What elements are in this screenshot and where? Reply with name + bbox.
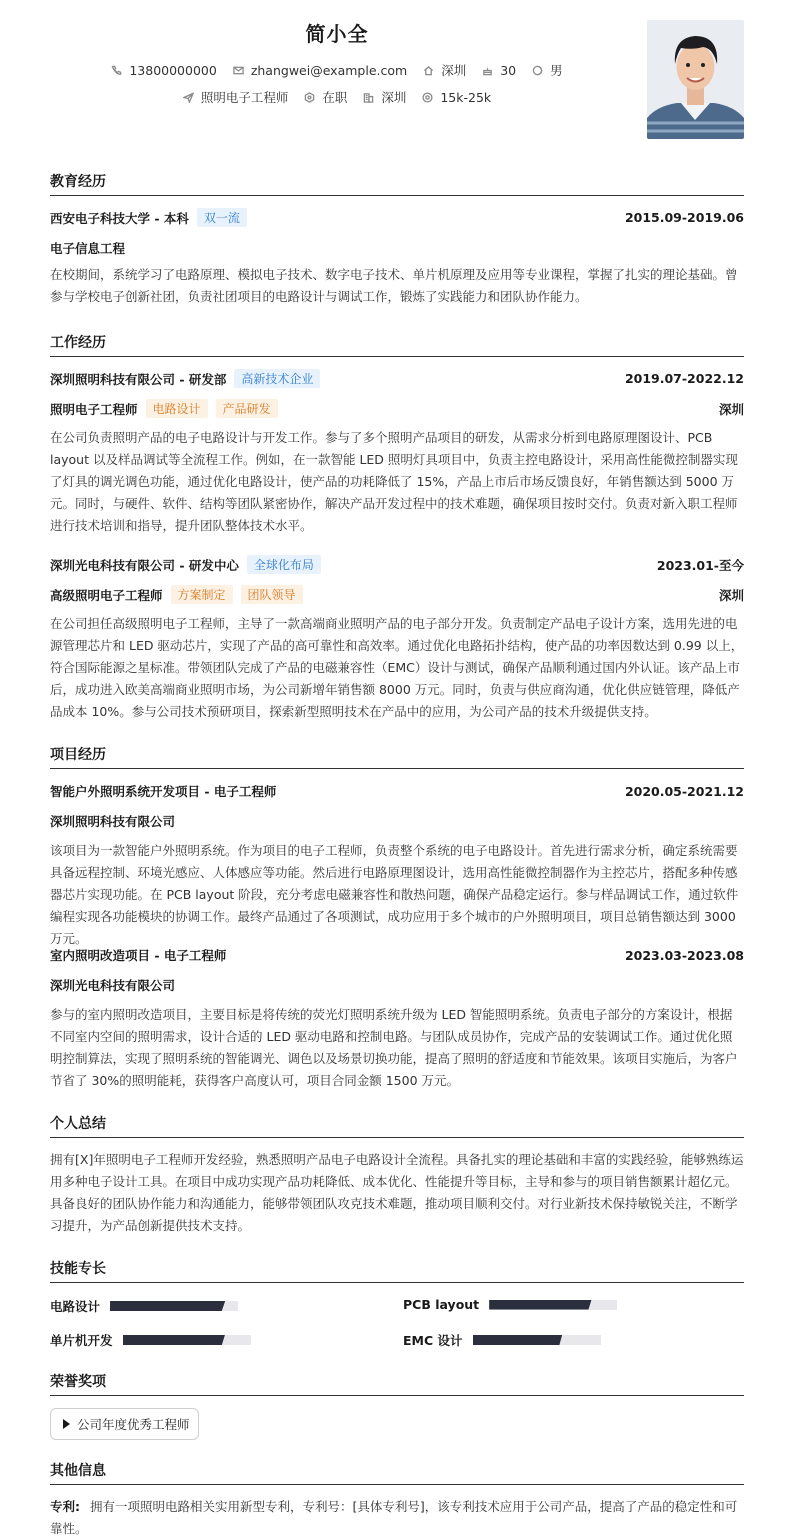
award-item[interactable] <box>50 1408 199 1440</box>
work-2-company: 深圳光电科技有限公司 - 研发中心 <box>50 557 239 573</box>
work-2-role: 高级照明电子工程师 <box>50 587 163 603</box>
contact-row <box>50 61 624 79</box>
status-icon <box>304 92 315 103</box>
school-name: 西安电子科技大学 - 本科 <box>50 210 189 226</box>
work-1-role-line <box>50 399 744 418</box>
skill-bar-fill <box>489 1300 591 1310</box>
project-2-date: 2023.03-2023.08 <box>624 947 744 963</box>
project-1-header <box>50 782 744 800</box>
project-1-company: 深圳照明科技有限公司 <box>50 814 176 829</box>
skill-bar-fill <box>123 1335 225 1345</box>
phone-text: 13800000000 <box>129 62 217 78</box>
job-intent-row <box>50 88 624 106</box>
projects-section-title: 项目经历 <box>50 744 744 769</box>
project-1-date: 2020.05-2021.12 <box>624 783 744 799</box>
work-2-role-line <box>50 585 744 604</box>
skill-item <box>403 1331 601 1349</box>
target-city-item <box>363 88 406 106</box>
work-2-skill-tag: 方案制定 <box>171 585 233 604</box>
patent-text: 拥有一项照明电路相关实用新型专利，专利号：[具体专利号]，该专利技术应用于公司产品，提高了产品的稳定性和可靠性。 <box>50 1499 738 1536</box>
work-1-company-tag: 高新技术企业 <box>234 369 320 388</box>
cake-icon <box>482 65 493 76</box>
avatar-illustration <box>647 20 744 139</box>
major: 电子信息工程 <box>50 241 126 256</box>
play-icon <box>63 1419 70 1429</box>
send-icon <box>183 92 194 103</box>
profile-photo <box>647 20 744 139</box>
skill-item <box>403 1297 617 1312</box>
target-city-text: 深圳 <box>381 90 407 105</box>
gender-icon <box>532 65 543 76</box>
work-1-skill-tag: 电路设计 <box>146 399 208 418</box>
patent-label: 专利: <box>50 1499 80 1514</box>
phone-icon <box>111 65 122 76</box>
age-item <box>482 63 516 78</box>
work-2-header <box>50 555 744 574</box>
gender-text: 男 <box>550 63 563 78</box>
work-2-city: 深圳 <box>718 587 744 603</box>
skill-bar <box>110 1301 238 1311</box>
work-1-date: 2019.07-2022.12 <box>624 371 744 386</box>
project-2-description: 参与的室内照明改造项目，主要目标是将传统的荧光灯照明系统升级为 LED 智能照明系统。负责电子部分的方案设计，根据不同室内空间的照明需求，设计合适的 LED 驱动电路和控制电路。与团队成员协作，完成产品的安装调试工作。通过优化照明控制算法，实现了照明系统的智能调光、调色以及场景切换功能，提高了照明的舒适度和节能效果。该项目实施后，为客户节省了 30%的照明能耗，获得客户高度认可，项目合同金额 1500 万元。 <box>50 1007 738 1088</box>
project-2-company-line <box>50 976 744 994</box>
education-date: 2015.09-2019.06 <box>624 210 744 225</box>
work-2-description: 在公司担任高级照明电子工程师，主导了一款高端商业照明产品的电子部分开发。负责制定产品电子设计方案，选用先进的电源管理芯片和 LED 驱动芯片，实现了产品的高可靠性和高效率。通过优化电路拓扑结构，使产品的功率因数达到 0.99 以上，符合国际能源之星标准。带领团队完成了产品的电磁兼容性（EMC）设计与测试，确保产品顺利通过国内外认证。该产品上市后，成功进入欧美高端商业照明市场，为公司新增年销售额 8000 万元。同时，负责与供应商沟通，优化供应链管理，降低产品成本 10%。参与公司技术预研项目，探索新型照明技术在产品中的应用，为公司产品的技术升级提供支持。 <box>50 616 744 719</box>
other-section-title: 其他信息 <box>50 1460 744 1485</box>
salary-icon <box>422 92 433 103</box>
school-tag: 双一流 <box>197 208 247 227</box>
skill-bar-fill <box>110 1301 225 1311</box>
skill-name: 单片机开发 <box>50 1333 113 1348</box>
awards-section-title: 荣誉奖项 <box>50 1371 744 1396</box>
work-1-role: 照明电子工程师 <box>50 401 138 417</box>
work-1-description: 在公司负责照明产品的电子电路设计与开发工作。参与了多个照明产品项目的研发，从需求分析到电路原理图设计、PCB layout 以及样品调试等全流程工作。例如，在一款智能 LED 照明灯具项目中，负责主控电路设计，采用高性能微控制器实现了灯具的调光调色功能，通过优化电路设计，使产品的功耗降低了 15%，产品上市后市场反馈良好，年销售额达到 5000 万元。同时，与硬件、软件、结构等团队紧密协作，解决产品开发过程中的技术难题，确保项目按时交付。负责对新入职工程师进行技术培训和指导，提升团队整体技术水平。 <box>50 430 738 533</box>
location-text: 深圳 <box>441 63 467 78</box>
email-item <box>233 63 407 78</box>
skill-name: EMC 设计 <box>403 1333 463 1348</box>
project-1-description: 该项目为一款智能户外照明系统。作为项目的电子工程师，负责整个系统的电子电路设计。首先进行需求分析，确定系统需要具备远程控制、环境光感应、人体感应等功能。然后进行电路原理图设计，选用高性能微控制器作为主控芯片，搭配多种传感器芯片实现功能。在 PCB layout 阶段，充分考虑电磁兼容性和散热问题，确保产品稳定运行。参与样品调试工作，通过软件编程实现各功能模块的协调工作。最终产品通过了各项测试，成功应用于多个城市的户外照明项目，项目总销售额达到 3000 万元。 <box>50 843 739 946</box>
gender-item <box>532 61 563 79</box>
work-1-header <box>50 369 744 388</box>
skill-item <box>50 1297 238 1315</box>
work-2-date: 2023.01-至今 <box>656 557 744 573</box>
education-section-title: 教育经历 <box>50 171 744 196</box>
skill-bar <box>473 1335 601 1345</box>
work-1-city: 深圳 <box>718 401 744 417</box>
work-1-company: 深圳照明科技有限公司 - 研发部 <box>50 371 227 387</box>
project-1-title: 智能户外照明系统开发项目 - 电子工程师 <box>50 784 277 799</box>
education-header <box>50 208 744 227</box>
education-description: 在校期间，系统学习了电路原理、模拟电子技术、数字电子技术、单片机原理及应用等专业课程，掌握了扎实的理论基础。曾参与学校电子创新社团，负责社团项目的电路设计与调试工作，锻炼了实践能力和团队协作能力。 <box>50 267 738 304</box>
project-1-company-line <box>50 812 744 830</box>
skills-section-title: 技能专长 <box>50 1258 744 1283</box>
work-2-skill-tag: 团队领导 <box>241 585 303 604</box>
salary-item <box>422 90 491 105</box>
skill-bar-fill <box>473 1335 563 1345</box>
status-item <box>304 88 347 106</box>
home-icon <box>423 65 434 76</box>
phone-item <box>111 63 216 78</box>
work-1-skill-tag: 产品研发 <box>216 399 278 418</box>
work-section-title: 工作经历 <box>50 332 744 357</box>
summary-text: 拥有[X]年照明电子工程师开发经验，熟悉照明产品电子电路设计全流程。具备扎实的理论基础和丰富的实践经验，能够熟练运用多种电子设计工具。在项目中成功实现产品功耗降低、成本优化、性能提升等目标，主导和参与的项目销售额累计超亿元。具备良好的团队协作能力和沟通能力，能够带领团队攻克技术难题，推动项目顺利交付。对行业新技术保持敏锐关注，不断学习提升，为产品创新提供技术支持。 <box>50 1152 744 1233</box>
work-2-company-tag: 全球化布局 <box>247 555 321 574</box>
project-2-header <box>50 946 744 964</box>
skill-name: 电路设计 <box>50 1299 101 1314</box>
location-item <box>423 61 466 79</box>
skill-bar <box>123 1335 251 1345</box>
skill-item <box>50 1331 251 1349</box>
skill-bar <box>489 1300 617 1310</box>
award-name: 公司年度优秀工程师 <box>77 1417 190 1432</box>
project-2-company: 深圳光电科技有限公司 <box>50 978 176 993</box>
age-text: 30 <box>500 62 517 78</box>
email-text: zhangwei@example.com <box>250 62 408 78</box>
skill-name: PCB layout <box>403 1297 480 1312</box>
building-icon <box>363 92 374 103</box>
position-text: 照明电子工程师 <box>200 90 289 105</box>
position-item <box>183 88 289 106</box>
summary-section-title: 个人总结 <box>50 1113 744 1138</box>
major-line <box>50 239 744 257</box>
mail-icon <box>233 65 244 76</box>
patent-line <box>50 1496 744 1540</box>
status-text: 在职 <box>322 90 348 105</box>
candidate-name: 简小全 <box>305 22 369 46</box>
project-2-title: 室内照明改造项目 - 电子工程师 <box>50 948 227 963</box>
salary-text: 15k-25k <box>440 89 492 105</box>
